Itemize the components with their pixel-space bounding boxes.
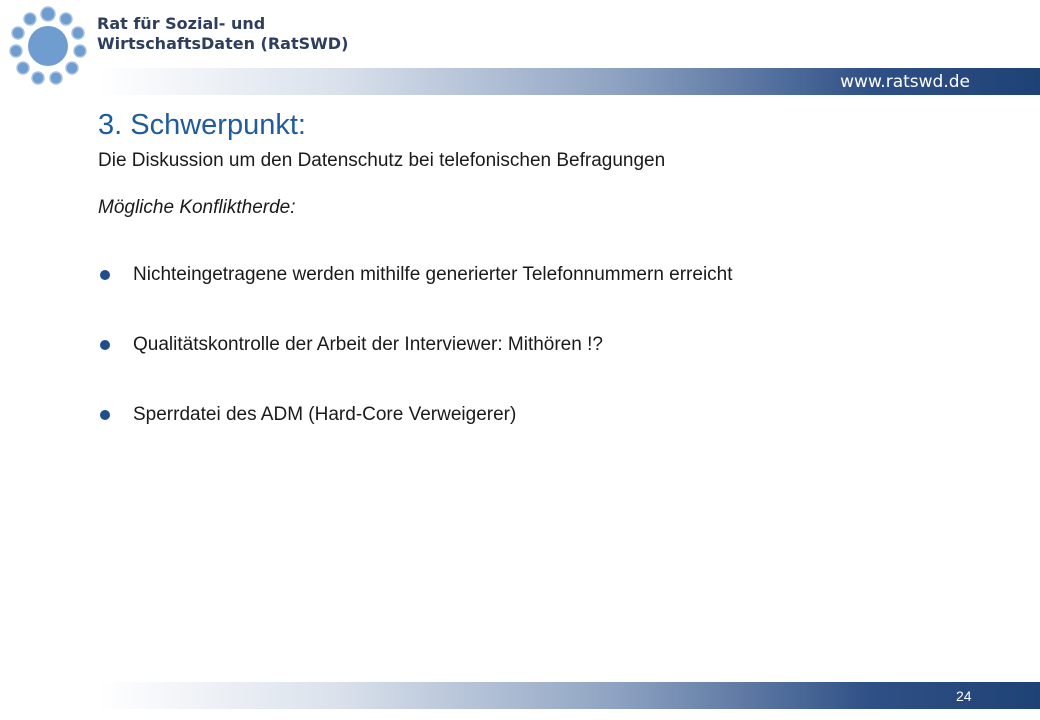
bullet-item xyxy=(98,402,733,472)
bullet-dot-icon xyxy=(100,340,110,350)
page-number: 24 xyxy=(956,688,972,704)
website-url: www.ratswd.de xyxy=(840,72,970,92)
footer-gradient-bar xyxy=(98,682,1040,709)
bullet-list xyxy=(98,262,733,472)
org-name-line-1: Rat für Sozial- und xyxy=(97,14,266,33)
bullet-text: Sperrdatei des ADM (Hard-Core Verweigerer) xyxy=(133,404,517,425)
logo-center-circle xyxy=(28,26,68,66)
bullet-dot-icon xyxy=(100,410,110,420)
org-name-line-2: WirtschaftsDaten (RatSWD) xyxy=(97,34,349,53)
bullet-text: Nichteingetragene werden mithilfe generierter Telefonnummern erreicht xyxy=(133,264,733,285)
organization-name xyxy=(97,14,348,54)
bullet-dot-icon xyxy=(100,270,110,280)
bullet-text: Qualitätskontrolle der Arbeit der Interviewer: Mithören !? xyxy=(133,334,603,355)
intro-text: Mögliche Konfliktherde: xyxy=(98,197,296,218)
slide-subtitle: Die Diskussion um den Datenschutz bei telefonischen Befragungen xyxy=(98,150,666,171)
slide-title: 3. Schwerpunkt: xyxy=(98,109,306,141)
ratswd-logo-icon xyxy=(8,6,88,86)
bullet-item xyxy=(98,332,733,402)
bullet-item xyxy=(98,262,733,332)
